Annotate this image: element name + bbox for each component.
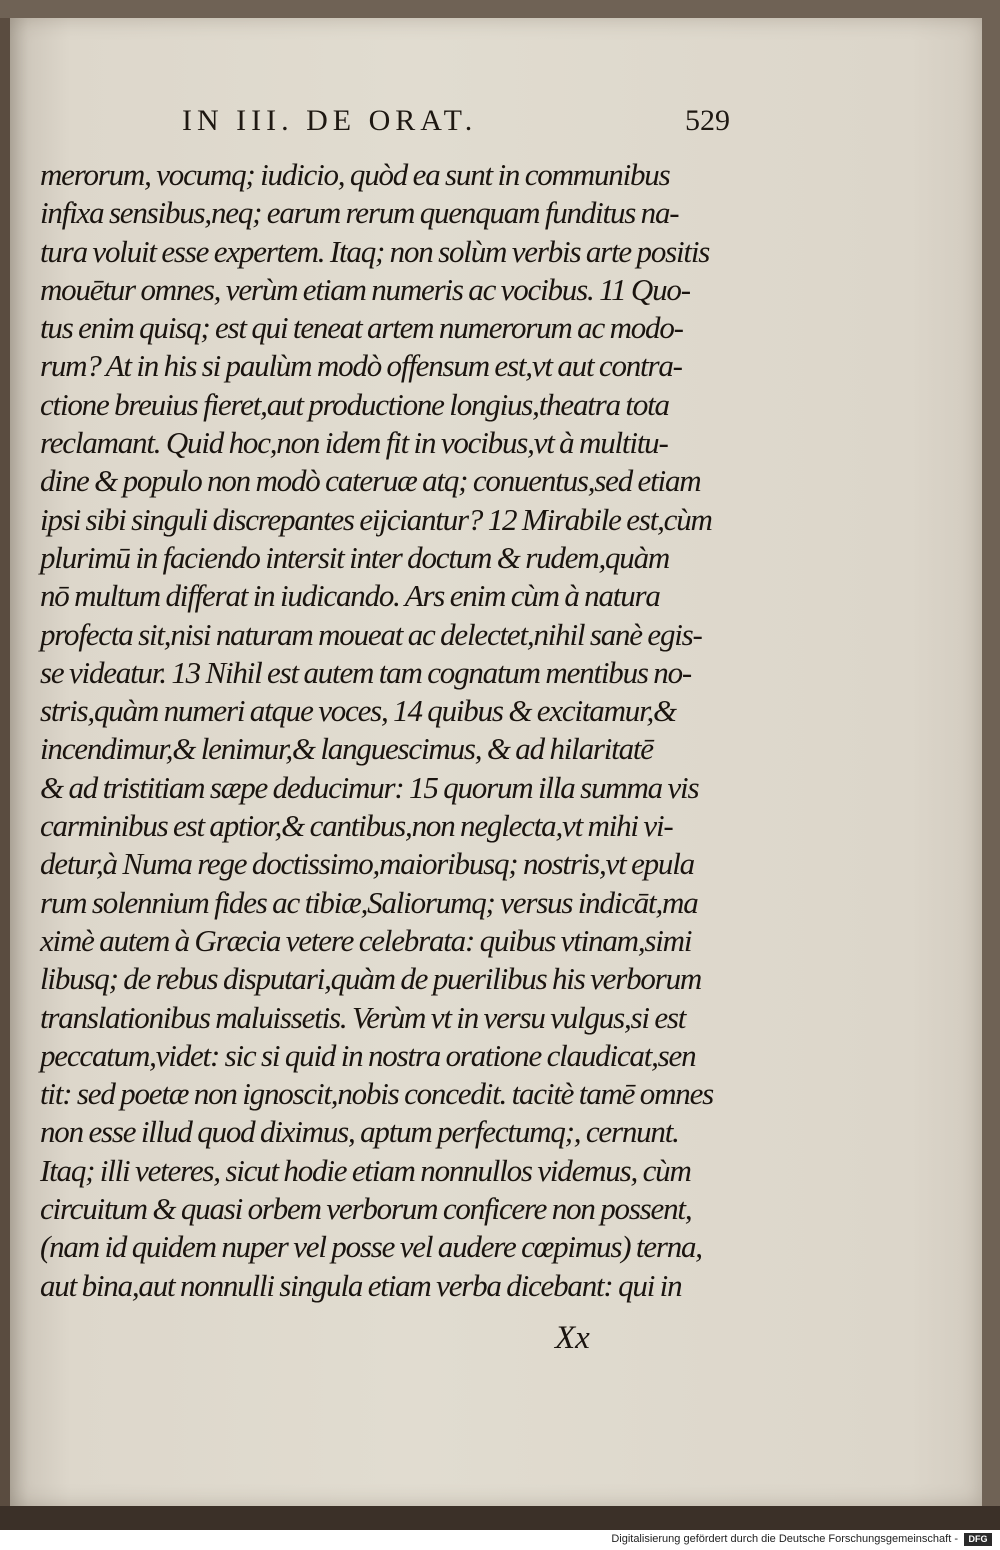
text-line: dine & populo non modò cateruæ atq; conuentus,sed etiam [40,463,701,499]
text-line: tura voluit esse expertem. Itaq; non solùm verbis arte positis [40,233,710,269]
text-line: ipsi sibi singuli discrepantes eijciantur? 12 Mirabile est,cùm [40,501,712,537]
text-line: infixa sensibus,neq; earum rerum quenquam funditus na- [40,195,679,231]
text-line: reclamant. Quid hoc,non idem fit in vocibus,vt à multitu- [40,425,668,461]
text-line: non esse illud quod diximus, aptum perfectumq;, cernunt. [40,1114,679,1150]
text-line: & ad tristitiam sæpe deducimur: 15 quorum illa summa vis [40,769,699,805]
page-bottom-edge [0,1506,1000,1530]
text-line: se videatur. 13 Nihil est autem tam cognatum mentibus no- [40,654,692,690]
text-line: aut bina,aut nonnulli singula etiam verba dicebant: qui in [40,1267,682,1303]
page-number: 529 [685,104,730,137]
text-line: rum? At in his si paulùm modò offensum est,vt aut contra- [40,348,682,384]
text-line: rum solennium fides ac tibiæ,Saliorumq; versus indicāt,ma [40,884,698,920]
text-line: tit: sed poetæ non ignoscit,nobis concedit. tacitè tamē omnes [40,1076,714,1112]
page-header [182,104,730,148]
text-line: tus enim quisq; est qui teneat artem numerorum ac modo- [40,310,683,346]
book-binding-edge [0,18,10,1530]
text-line: incendimur,& lenimur,& languescimus, & ad hilaritatē [40,731,653,767]
text-line: peccatum,videt: sic si quid in nostra oratione claudicat,sen [40,1037,696,1073]
footer [0,1530,1000,1550]
text-line: profecta sit,nisi naturam moueat ac delectet,nihil sanè egis- [40,616,702,652]
text-line: carminibus est aptior,& cantibus,non neglecta,vt mihi vi- [40,808,673,844]
text-line: libusq; de rebus disputari,quàm de puerilibus his verborum [40,961,702,997]
text-line: ximè autem à Græcia vetere celebrata: quibus vtinam,simi [40,922,692,958]
text-block [40,156,740,1305]
text-line: nō multum differat in iudicando. Ars enim cùm à natura [40,578,660,614]
footer-credit: Digitalisierung gefördert durch die Deutsche Forschungsgemeinschaft - [611,1533,958,1545]
text-line: ctione breuius fieret,aut productione longius,theatra tota [40,386,669,422]
text-line: Itaq; illi veteres, sicut hodie etiam nonnullos videmus, cùm [40,1152,691,1188]
catchword: Xx [555,1320,590,1356]
text-line: (nam id quidem nuper vel posse vel audere cœpimus) terna, [40,1229,702,1265]
text-line: plurimū in faciendo intersit inter doctum & rudem,quàm [40,539,670,575]
running-head: IN III. DE ORAT. [182,104,478,137]
text-line: translationibus maluissetis. Verùm vt in versu vulgus,si est [40,999,686,1035]
text-line: detur,à Numa rege doctissimo,maioribusq; nostris,vt epula [40,846,694,882]
text-line: stris,quàm numeri atque voces, 14 quibus & excitamur,& [40,693,676,729]
dfg-logo-icon: DFG [964,1533,992,1546]
text-line: mouētur omnes, verùm etiam numeris ac vocibus. 11 Quo- [40,271,690,307]
text-line: circuitum & quasi orbem verborum conficere non possent, [40,1191,692,1227]
text-line: merorum, vocumq; iudicio, quòd ea sunt in communibus [40,157,670,192]
book-page [10,18,982,1506]
